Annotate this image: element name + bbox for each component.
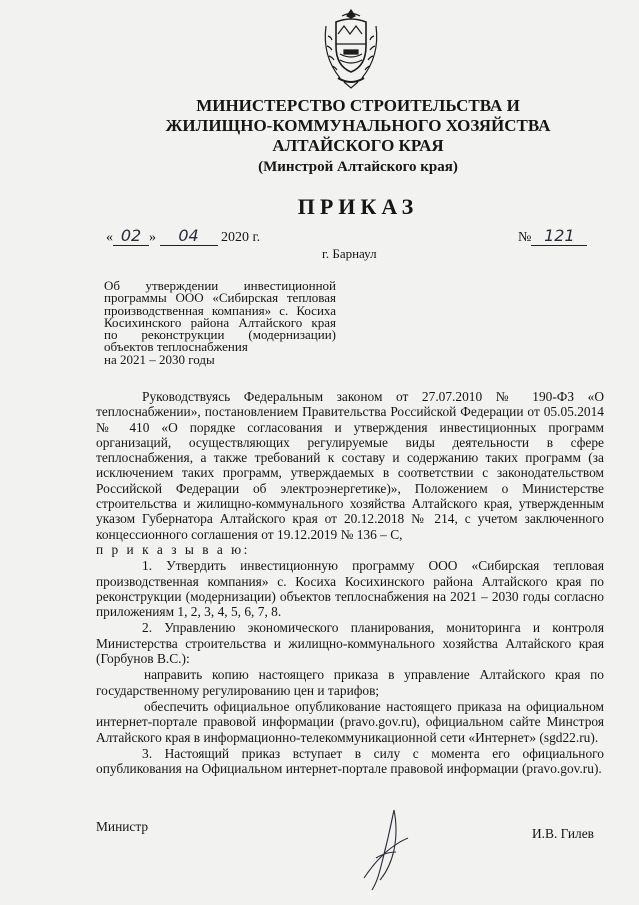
subject-line: по реконструкции (модернизации): [104, 327, 336, 343]
subject-line: на 2021 – 2030 годы: [104, 351, 215, 367]
order-item-2-sub-2: обеспечить официальное опубликование настоящего приказа на официальном интернет-портале правовой информации (pravo.gov.ru), официальном сайте Минстроя Алтайского края в информационно-телекоммуникационной сети «Интернет» (sgd22.ru).: [96, 698, 604, 745]
order-number-prefix: №: [518, 230, 532, 245]
ministry-name-line: МИНИСТЕРСТВО СТРОИТЕЛЬСТВА И: [196, 96, 520, 115]
order-number-value: 121: [531, 226, 587, 246]
order-subject: [104, 280, 336, 366]
order-city: г. Барнаул: [322, 246, 377, 261]
subject-line: Косихинского района Алтайского края: [104, 314, 336, 330]
order-body: [96, 389, 604, 776]
subject-line: объектов теплоснабжения: [104, 339, 248, 355]
date-quote-open: «: [106, 230, 113, 245]
signer-name: И.В. Гилев: [532, 826, 594, 841]
ministry-name-line: АЛТАЙСКОГО КРАЯ: [272, 136, 444, 155]
order-item-2: 2. Управлению экономического планирования, мониторинга и контроля Министерства строительства и жилищно-коммунального хозяйства Алтайского края (Горбунов В.С.):: [96, 620, 604, 667]
preamble-paragraph: Руководствуясь Федеральным законом от 27.07.2010 № 190-ФЗ «О теплоснабжении», постановлением Правительства Российской Федерации от 05.05.2014 № 410 «О порядке согласования и утверждения инвестиционных программ организаций, осуществляющих регулируемые виды деятельности в сфере теплоснабжения, а также требований к составу и содержанию таких программ (за исключением таких программ, утверждаемых в соответствии с законодательством Российской Федерации об электроэнергетике)», Положением о Министерстве строительства и жилищно-коммунального хозяйства Алтайского края, утвержденным указом Губернатора Алтайского края от 20.12.2018 № 214, с учетом заключенного концессионного соглашения от 19.12.2019 № 136 – С,: [96, 389, 604, 542]
coat-of-arms-icon: [318, 6, 384, 92]
prikazyvayu-line: п р и к а з ы в а ю:: [96, 541, 250, 557]
ministry-short-name: (Минстрой Алтайского края): [258, 159, 458, 175]
order-item-3: 3. Настоящий приказ вступает в силу с момента его официального опубликования на Официальном интернет-портале правовой информации (pravo.gov.ru).: [96, 745, 604, 777]
subject-line: производственная компания» с. Косиха: [104, 302, 336, 318]
date-day: 02: [113, 226, 149, 246]
order-number: [518, 226, 587, 246]
order-date: [106, 226, 260, 246]
subject-line: программы ООО «Сибирская тепловая: [104, 290, 336, 306]
date-month: 04: [160, 226, 218, 246]
ministry-name-line: ЖИЛИЩНО-КОММУНАЛЬНОГО ХОЗЯЙСТВА: [165, 116, 551, 135]
subject-line: Об утверждении инвестиционной: [104, 278, 336, 293]
order-item-1: 1. Утвердить инвестиционную программу ООО «Сибирская тепловая производственная компания» с. Косиха Косихинского района Алтайского края по реконструкции (модернизации) объектов теплоснабжения на 2021 – 2030 годы согласно приложениям 1, 2, 3, 4, 5, 6, 7, 8.: [96, 558, 604, 620]
ministry-name: [130, 96, 586, 156]
handwritten-signature-icon: [354, 808, 424, 892]
order-title: ПРИКАЗ: [297, 194, 419, 219]
date-quote-close: »: [149, 230, 156, 245]
order-item-2-sub-1: направить копию настоящего приказа в управление Алтайского края по государственному регулированию цен и тарифов;: [96, 667, 604, 698]
signer-position: Министр: [96, 819, 149, 834]
date-year: 2020 г.: [221, 230, 261, 245]
